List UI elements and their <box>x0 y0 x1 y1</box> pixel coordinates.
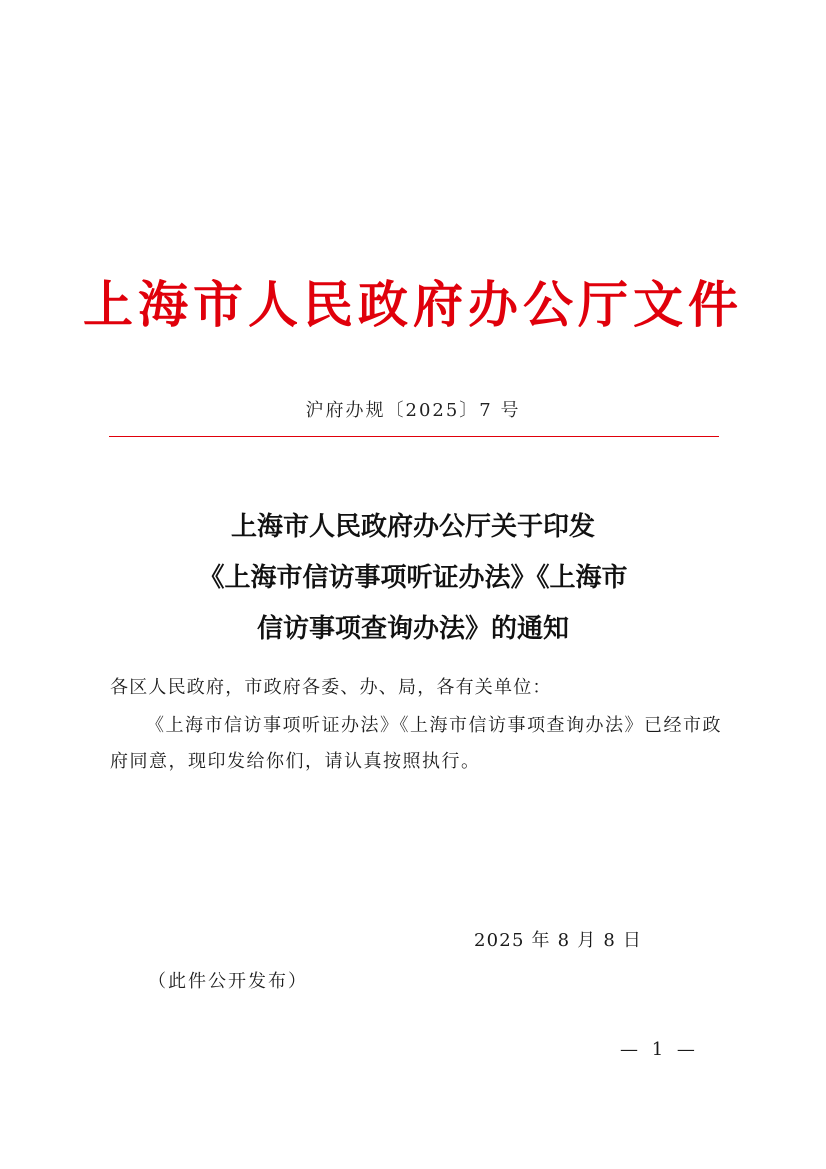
notice-title-line-3: 信访事项查询办法》的通知 <box>256 614 569 644</box>
body-paragraph: 《上海市信访事项听证办法》《上海市信访事项查询办法》已经市政府同意，现印发给你们，请认真按照执行。 <box>110 715 722 772</box>
notice-title-line-2: 《上海市信访事项听证办法》《上海市 <box>198 563 628 593</box>
page-number: — 1 — <box>620 1039 699 1060</box>
notice-title-line-1: 上海市人民政府办公厅关于印发 <box>230 512 595 542</box>
red-divider-line <box>109 436 719 437</box>
notice-title <box>0 502 826 655</box>
salutation: 各区人民政府，市政府各委、办、局，各有关单位： <box>110 677 552 698</box>
document-masthead: 上海市人民政府办公厅文件 <box>83 275 743 334</box>
issue-date: 2025 年 8 月 8 日 <box>474 930 643 951</box>
document-number: 沪府办规〔2025〕7 号 <box>305 400 521 421</box>
publication-note: （此件公开发布） <box>148 971 308 992</box>
